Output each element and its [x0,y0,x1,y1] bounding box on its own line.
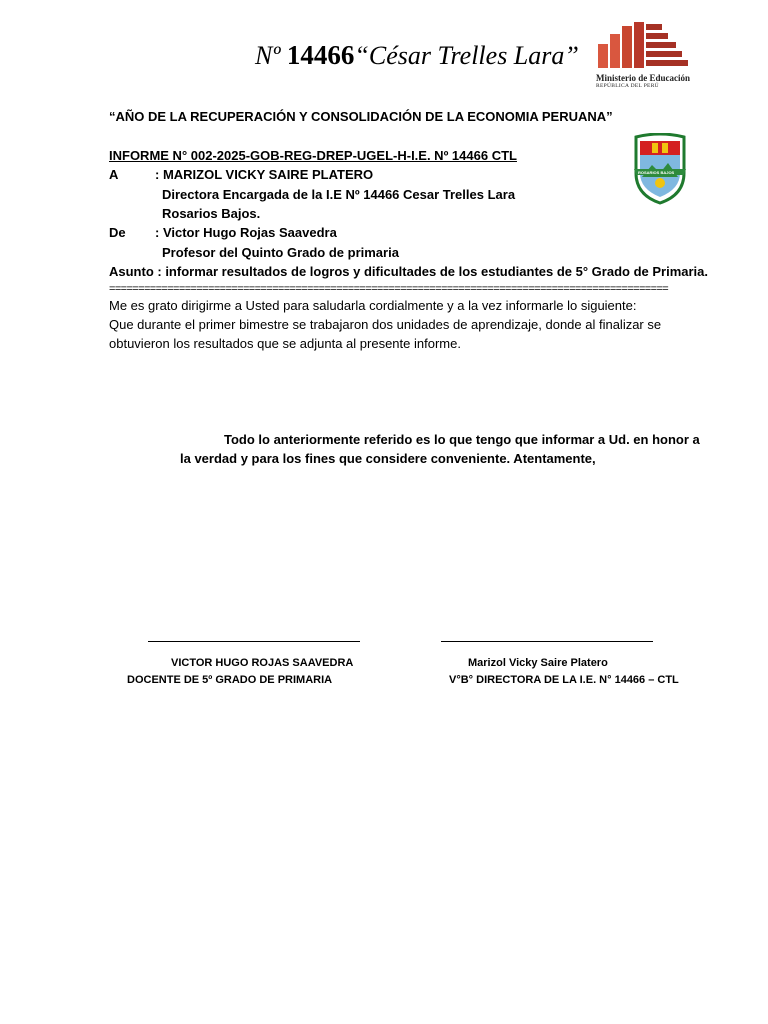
body-line1: Me es grato dirigirme a Usted para saludarla cordialmente y a la vez informarle lo siguiente: [109,298,637,313]
body-line3: obtuvieron los resultados que se adjunta al presente informe. [109,336,461,351]
crest-icon [632,133,688,205]
to-role: Directora Encargada de la I.E Nº 14466 Cesar Trelles Lara [162,187,516,202]
ministry-logo [596,22,692,90]
right-signer-name: Marizol Vicky Saire Platero [468,657,608,669]
from-name: : Victor Hugo Rojas Saavedra [155,225,337,240]
crest-banner: ROSARIOS BAJOS [638,170,675,175]
left-signer-name: VICTOR HUGO ROJAS SAAVEDRA [171,657,354,669]
closing-line1: Todo lo anteriormente referido es lo que tengo que informar a Ud. en honor a [224,432,700,447]
ministry-logo-icon [596,22,692,68]
to-name: : MARIZOL VICKY SAIRE PLATERO [155,167,374,182]
school-name: “César Trelles Lara” [354,41,579,70]
year-motto: “AÑO DE LA RECUPERACIÓN Y CONSOLIDACIÓN DE LA ECONOMIA PERUANA” [109,109,613,124]
from-role: Profesor del Quinto Grado de primaria [162,245,399,260]
to-label: A [109,167,119,182]
logo-line2: REPÚBLICA DEL PERÚ [596,83,659,89]
subject: Asunto : informar resultados de logros y dificultades de los estudiantes de 5° Grado de Primaria. [109,264,709,279]
report-number: INFORME N° 002-2025-GOB-REG-DREP-UGEL-H-I.E. Nº 14466 CTL [109,148,517,163]
logo-line1: Ministerio de Educación [596,73,690,83]
title-prefix: Nº [255,41,281,70]
signature-line-left [148,641,360,642]
to-place: Rosarios Bajos. [162,206,261,221]
left-signer-role: DOCENTE DE 5º GRADO DE PRIMARIA [127,674,333,686]
from-label: De [109,225,126,240]
body-line2: Que durante el primer bimestre se trabajaron dos unidades de aprendizaje, donde al finalizar se [109,317,662,332]
school-number: 14466 [286,40,355,70]
separator-line: ================================================================================================ [109,283,669,293]
right-signer-role: V°B° DIRECTORA DE LA I.E. N° 14466 – CTL [449,674,679,686]
closing-line2: la verdad y para los fines que considere conveniente. Atentamente, [180,451,596,466]
school-crest [632,133,688,205]
signature-line-right [441,641,653,642]
document-title [255,40,579,71]
